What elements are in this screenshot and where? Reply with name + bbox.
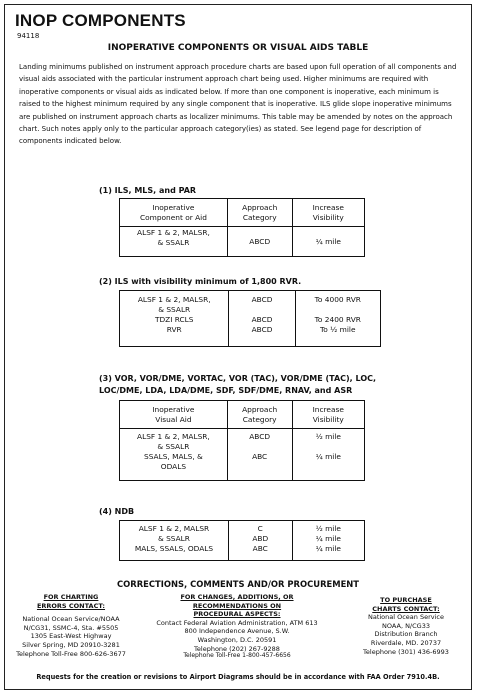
header-category: Approach Category — [227, 401, 292, 429]
row-category: ABCD ABC — [227, 429, 292, 481]
contact-line: Washington, D.C. 20591 — [197, 635, 277, 644]
contact-heading: RECOMMENDATIONS ON — [192, 601, 282, 610]
section-3-table — [119, 400, 365, 481]
section-2-table — [119, 290, 381, 347]
row-visibility: ½ mile ¼ mile — [292, 429, 365, 481]
header-visibility: Increase Visibility — [292, 401, 365, 429]
table-row — [120, 521, 365, 561]
contact-line: NOAA, N/CG33 — [382, 621, 430, 630]
row-component: ALSF 1 & 2, MALSR, & SSALR TDZI RCLS RVR — [120, 291, 229, 347]
header-visibility: Increase Visibility — [292, 199, 364, 227]
contact-line: National Ocean Service — [367, 613, 445, 622]
header-category: Approach Category — [227, 199, 292, 227]
charting-errors-contact — [7, 593, 135, 658]
section-4-heading: (4) NDB — [99, 507, 135, 516]
section-2-heading: (2) ILS with visibility minimum of 1,800 RVR. — [99, 277, 302, 286]
contact-heading: CHARTS CONTACT: — [372, 604, 440, 613]
table-row — [120, 429, 365, 481]
contact-heading: TO PURCHASE — [380, 596, 432, 604]
contact-line: Telephone Toll-Free 800-626-3677 — [16, 649, 126, 658]
contact-line: 1305 East-West Highway — [30, 632, 112, 641]
contact-line: Distribution Branch — [374, 630, 438, 639]
procedural-aspects-contact — [137, 593, 337, 659]
row-component: ALSF 1 & 2, MALSR, & SSALR SSALS, MALS, & ODALS — [120, 429, 228, 481]
row-category: ABCD ABCD ABCD — [229, 291, 295, 347]
contact-heading: FOR CHANGES, ADDITIONS, OR — [180, 593, 294, 601]
row-visibility: ½ mile ¼ mile ¼ mile — [292, 521, 364, 561]
contact-line: National Ocean Service/NOAA — [22, 615, 120, 624]
contact-line: Silver Spring, MD 20910-3281 — [22, 640, 120, 649]
contact-line: Telephone (202) 267-9288 — [194, 644, 280, 653]
contact-line: 800 Independence Avenue, S.W. — [184, 627, 290, 636]
row-category: ABCD — [227, 227, 292, 257]
row-component: ALSF 1 & 2, MALSR & SSALR MALS, SSALS, ODALS — [120, 521, 229, 561]
table-row — [120, 291, 381, 347]
intro-paragraph: Landing minimums published on instrument approach procedure charts are based upon full operation of all components and visual aids associated with the particular instrument approach chart being used. Higher minimums are required with inoperative components or visual aids as indicated below. If more than one component is inoperative, each minimum is raised to the highest minimum required by any single component that is inoperative. ILS glide slope inoperative minimums are published on instrument approach charts as localizer minimums. This table may be amended by notes on the approach chart. Such notes apply only to the particular approach category(ies) as stated. See legend page for description of components indicated below. — [19, 63, 457, 146]
contact-heading: ERRORS CONTACT: — [36, 601, 106, 610]
contact-heading: FOR CHARTING — [43, 593, 99, 601]
row-category: C ABD ABC — [228, 521, 292, 561]
table-subtitle: INOPERATIVE COMPONENTS OR VISUAL AIDS TABLE — [107, 43, 369, 53]
row-component: ALSF 1 & 2, MALSR, & SSALR — [120, 227, 228, 257]
contact-line: Telephone (301) 436-6993 — [363, 647, 449, 656]
purchase-charts-contact — [343, 593, 469, 656]
row-visibility: To 4000 RVR To 2400 RVR To ½ mile — [295, 291, 380, 347]
inop-components-page — [4, 4, 472, 690]
row-visibility: ¼ mile — [292, 227, 364, 257]
footer-title: CORRECTIONS, COMMENTS AND/OR PROCUREMENT — [116, 579, 360, 589]
section-1-table — [119, 198, 365, 257]
contact-line: Riverdale, MD. 20737 — [370, 638, 442, 647]
section-3-heading: (3) VOR, VOR/DME, VORTAC, VOR (TAC), VOR/DME (TAC), LOC, LOC/DME, LDA, LDA/DME, SDF, SDF/DME, RNAV, and ASR — [99, 374, 377, 395]
page-title: INOP COMPONENTS — [15, 11, 186, 30]
header-visual-aid: Inoperative Visual Aid — [120, 401, 228, 429]
contact-heading: PROCEDURAL ASPECTS: — [193, 610, 281, 619]
header-component: Inoperative Component or Aid — [120, 199, 228, 227]
contact-line: Telephone Toll-Free 1-800-457-6656 — [183, 652, 291, 660]
table-row — [120, 227, 365, 257]
document-code: 94118 — [17, 32, 40, 40]
section-4-table — [119, 520, 365, 561]
contact-line: Contact Federal Aviation Administration, ATM 613 — [156, 618, 318, 627]
airport-diagram-note: Requests for the creation or revisions to Airport Diagrams should be in accordance with FAA Order 7910.4B. — [36, 673, 440, 681]
contact-line: N/CG31, SSMC-4, Sta. #5505 — [23, 623, 119, 632]
section-1-heading: (1) ILS, MLS, and PAR — [99, 186, 197, 195]
